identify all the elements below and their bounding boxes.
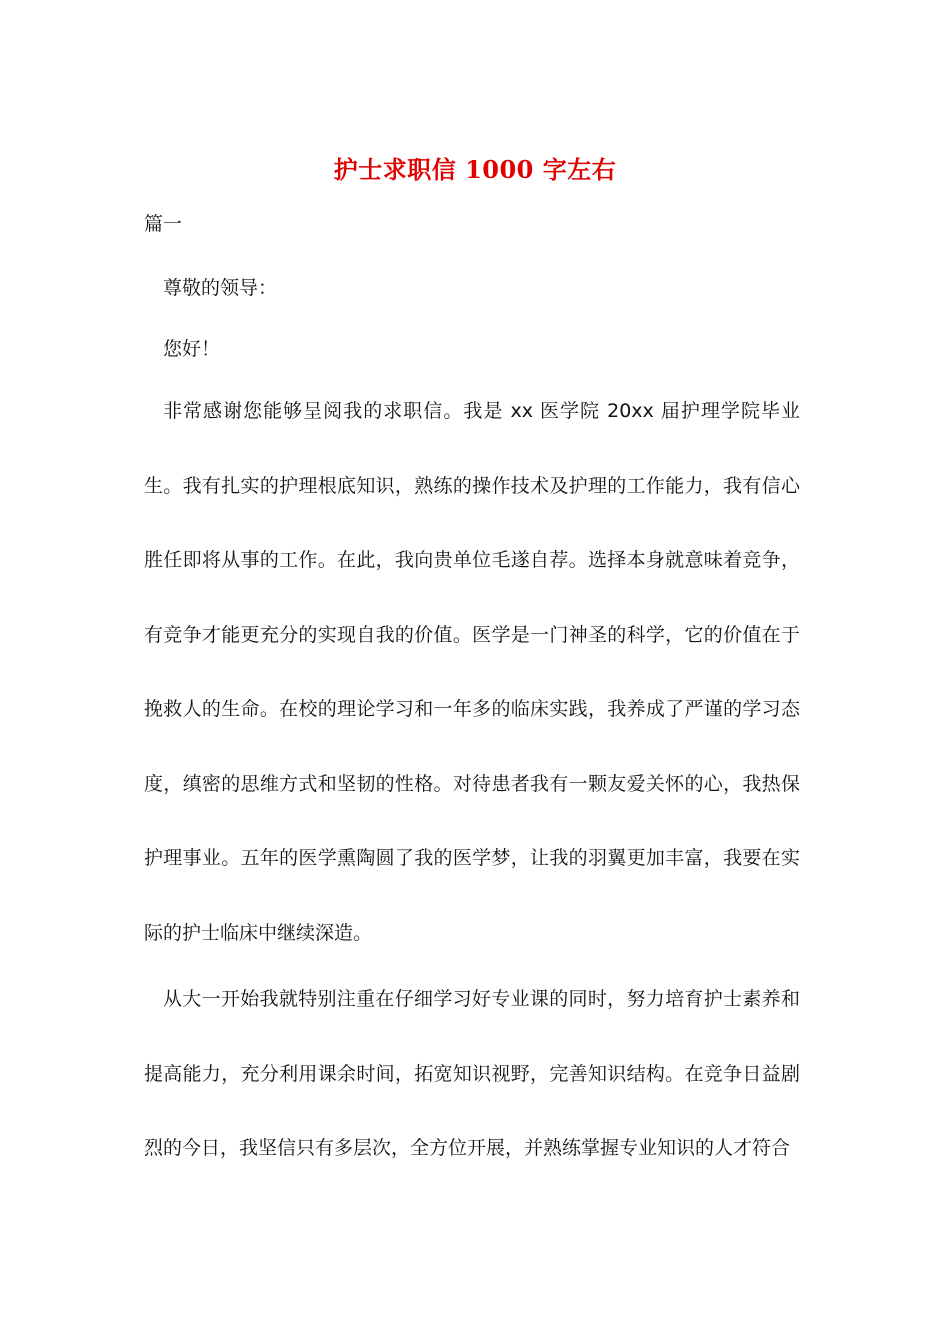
body-paragraph-2: 从大一开始我就特别注重在仔细学习好专业课的同时，努力培育护士素养和提高能力，充分利用课余时间，拓宽知识视野，完善知识结构。在竞争日益剧烈的今日，我坚信只有多层次，全方位开展，并熟练掌握专业知识的人才符合 bbox=[144, 988, 800, 1159]
section-heading: 篇一 bbox=[144, 213, 183, 235]
salutation: 尊敬的领导： bbox=[163, 277, 278, 299]
body-paragraph-1: 非常感谢您能够呈阅我的求职信。我是 xx 医学院 20xx 届护理学院毕业生。我有扎实的护理根底知识，熟练的操作技术及护理的工作能力，我有信心胜任即将从事的工作。在此，我向贵单位毛遂自荐。选择本身就意味着竞争，有竞争才能更充分的实现自我的价值。医学是一门神圣的科学，它的价值在于挽救人的生命。在校的理论学习和一年多的临床实践，我养成了严谨的学习态度，缜密的思维方式和坚韧的性格。对待患者我有一颗友爱关怀的心，我热保护理事业。五年的医学熏陶圆了我的医学梦，让我的羽翼更加丰富，我要在实际的护士临床中继续深造。 bbox=[144, 400, 800, 944]
greeting: 您好！ bbox=[163, 338, 221, 360]
document-title: 护士求职信 1000 字左右 bbox=[333, 155, 617, 184]
